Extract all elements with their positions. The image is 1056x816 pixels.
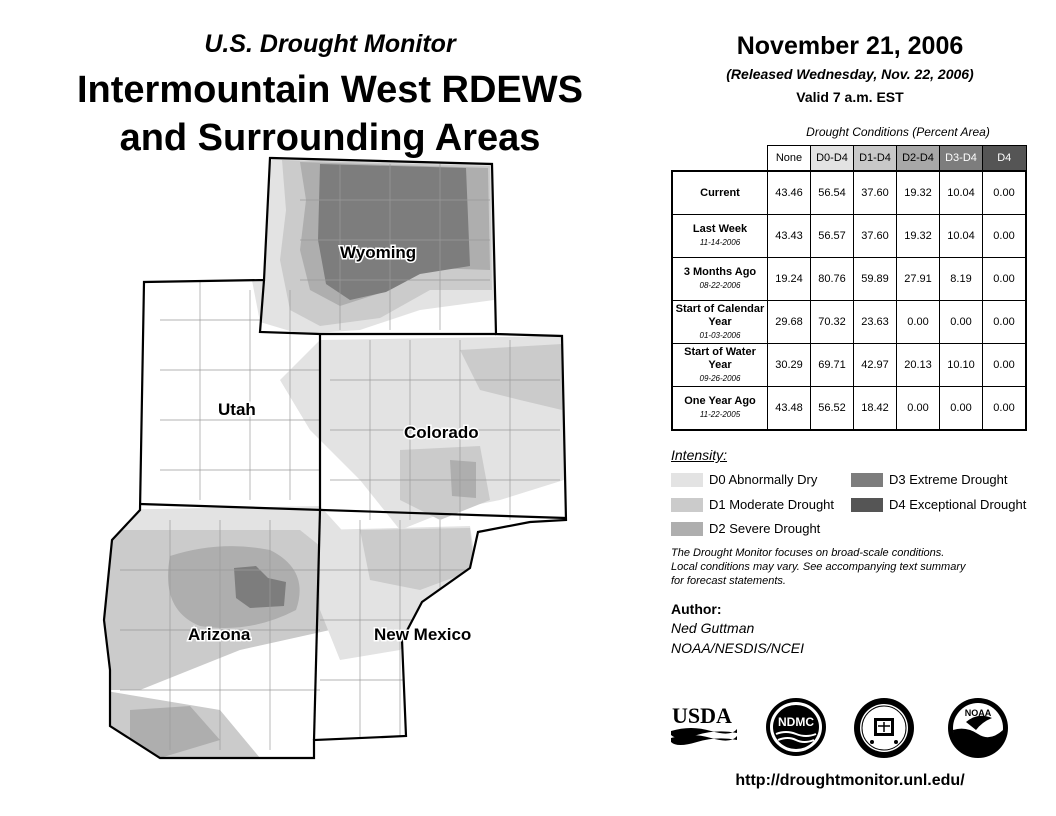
d1-area-new-mexico <box>360 528 474 590</box>
legend-label-d2: D2 Severe Drought <box>709 521 821 536</box>
row-date: 09-26-2006 <box>699 373 741 383</box>
usda-logo <box>671 703 737 747</box>
map-subtitle <box>20 66 640 162</box>
row-label <box>672 215 768 258</box>
row-date: 11-22-2005 <box>699 410 741 419</box>
valid-time: Valid 7 a.m. EST <box>796 89 904 105</box>
legend-item-d2 <box>671 521 820 536</box>
table-caption: Drought Conditions (Percent Area) <box>806 125 990 139</box>
table-header-row <box>672 146 1026 172</box>
drought-map <box>100 150 580 770</box>
legend-label-d3: D3 Extreme Drought <box>889 472 1008 487</box>
table-cell: 8.19 <box>940 258 983 301</box>
table-cell: 80.76 <box>811 258 854 301</box>
website-link[interactable]: http://droughtmonitor.unl.edu/ <box>735 772 965 789</box>
map-subtitle-line2: and Surrounding Areas <box>119 117 541 159</box>
column-header-d4: D4 <box>983 146 1027 172</box>
author-heading: Author: <box>671 601 722 617</box>
table-row <box>672 258 1026 301</box>
table-cell: 20.13 <box>897 344 940 387</box>
drought-conditions-table <box>671 145 1027 431</box>
table-cell: 10.10 <box>940 344 983 387</box>
ndmc-logo-text: NDMC <box>778 715 814 729</box>
row-label-text: Current <box>700 186 740 199</box>
table-cell: 37.60 <box>854 215 897 258</box>
table-cell: 0.00 <box>983 215 1027 258</box>
row-label <box>672 258 768 301</box>
table-row <box>672 171 1026 215</box>
noaa-logo-graphic <box>946 696 1010 760</box>
table-cell: 0.00 <box>983 171 1027 215</box>
table-cell: 43.48 <box>768 387 811 431</box>
table-cell: 19.24 <box>768 258 811 301</box>
author-name: Ned Guttman <box>671 620 755 636</box>
noaa-logo-text: NOAA <box>964 708 992 718</box>
row-label-text: One Year Ago <box>684 395 756 407</box>
row-label <box>672 387 768 431</box>
legend-title: Intensity: <box>671 447 728 463</box>
table-cell: 0.00 <box>940 301 983 344</box>
disclaimer-note <box>671 546 1021 588</box>
state-label-colorado: Colorado <box>404 423 479 442</box>
row-date: 11-14-2006 <box>699 238 741 247</box>
legend-swatch-d0 <box>671 473 703 487</box>
ndmc-logo <box>764 696 828 758</box>
state-label-arizona: Arizona <box>188 625 251 644</box>
legend-item-d1 <box>671 497 834 512</box>
state-label-wyoming: Wyoming <box>340 243 417 262</box>
row-label-text: 3 Months Ago <box>683 266 757 278</box>
map-subtitle-line1: Intermountain West RDEWS <box>77 69 583 111</box>
legend-swatch-d3 <box>851 473 883 487</box>
legend-item-d3 <box>851 472 1008 487</box>
table-cell: 18.42 <box>854 387 897 431</box>
map-title: U.S. Drought Monitor <box>204 30 456 58</box>
table-cell: 59.89 <box>854 258 897 301</box>
usda-logo-text: USDA <box>672 703 732 728</box>
legend-swatch-d2 <box>671 522 703 536</box>
noaa-logo <box>946 696 1010 760</box>
row-label <box>672 171 768 215</box>
table-corner <box>672 146 768 172</box>
table-cell: 0.00 <box>983 387 1027 431</box>
row-date: 08-22-2006 <box>699 281 741 290</box>
table-cell: 56.54 <box>811 171 854 215</box>
table-cell: 10.04 <box>940 171 983 215</box>
legend-swatch-d1 <box>671 498 703 512</box>
row-date: 01-03-2006 <box>699 330 741 340</box>
table-cell: 10.04 <box>940 215 983 258</box>
state-label-utah: Utah <box>218 400 256 419</box>
report-date: November 21, 2006 <box>736 32 964 60</box>
table-cell: 69.71 <box>811 344 854 387</box>
table-cell: 30.29 <box>768 344 811 387</box>
legend-swatch-d4 <box>851 498 883 512</box>
table-cell: 0.00 <box>983 301 1027 344</box>
table-cell: 29.68 <box>768 301 811 344</box>
disclaimer-line3: for forecast statements. <box>671 575 786 587</box>
legend-item-d4 <box>851 497 1026 512</box>
table-cell: 0.00 <box>983 258 1027 301</box>
table-cell: 0.00 <box>940 387 983 431</box>
legend-label-d0: D0 Abnormally Dry <box>709 472 818 487</box>
table-cell: 23.63 <box>854 301 897 344</box>
column-header-d2-d4: D2-D4 <box>897 146 940 172</box>
table-cell: 27.91 <box>897 258 940 301</box>
table-cell: 56.52 <box>811 387 854 431</box>
table-cell: 56.57 <box>811 215 854 258</box>
row-label <box>672 344 768 387</box>
state-label-new-mexico: New Mexico <box>374 625 472 644</box>
table-cell: 70.32 <box>811 301 854 344</box>
table-row <box>672 344 1026 387</box>
row-label-text: Start of Water Year <box>684 345 756 371</box>
table-row <box>672 387 1026 431</box>
disclaimer-line2: Local conditions may vary. See accompanying text summary <box>671 561 966 573</box>
row-label <box>672 301 768 344</box>
table-row <box>672 301 1026 344</box>
table-cell: 37.60 <box>854 171 897 215</box>
table-body <box>672 171 1026 430</box>
table-cell: 19.32 <box>897 171 940 215</box>
disclaimer-line1: The Drought Monitor focuses on broad-scale conditions. <box>671 547 945 559</box>
legend-label-d4: D4 Exceptional Drought <box>889 497 1027 512</box>
release-date: (Released Wednesday, Nov. 22, 2006) <box>726 66 974 82</box>
table-row <box>672 215 1026 258</box>
table-cell: 42.97 <box>854 344 897 387</box>
commerce-seal-graphic <box>852 696 916 760</box>
table-cell: 19.32 <box>897 215 940 258</box>
author-org: NOAA/NESDIS/NCEI <box>671 640 805 656</box>
column-header-none: None <box>768 146 811 172</box>
row-label-text: Start of Calendar Year <box>675 302 765 328</box>
column-header-d1-d4: D1-D4 <box>854 146 897 172</box>
row-label-text: Last Week <box>692 223 748 235</box>
table-cell: 0.00 <box>897 301 940 344</box>
table-cell: 43.46 <box>768 171 811 215</box>
ndmc-logo-graphic <box>764 696 828 758</box>
table-cell: 43.43 <box>768 215 811 258</box>
table-cell: 0.00 <box>983 344 1027 387</box>
legend-label-d1: D1 Moderate Drought <box>709 497 835 512</box>
commerce-seal-icon <box>852 696 916 760</box>
table-cell: 0.00 <box>897 387 940 431</box>
column-header-d0-d4: D0-D4 <box>811 146 854 172</box>
usda-logo-graphic <box>671 703 737 747</box>
d2-area-south-colorado <box>450 460 476 498</box>
column-header-d3-d4: D3-D4 <box>940 146 983 172</box>
legend-item-d0 <box>671 472 817 487</box>
